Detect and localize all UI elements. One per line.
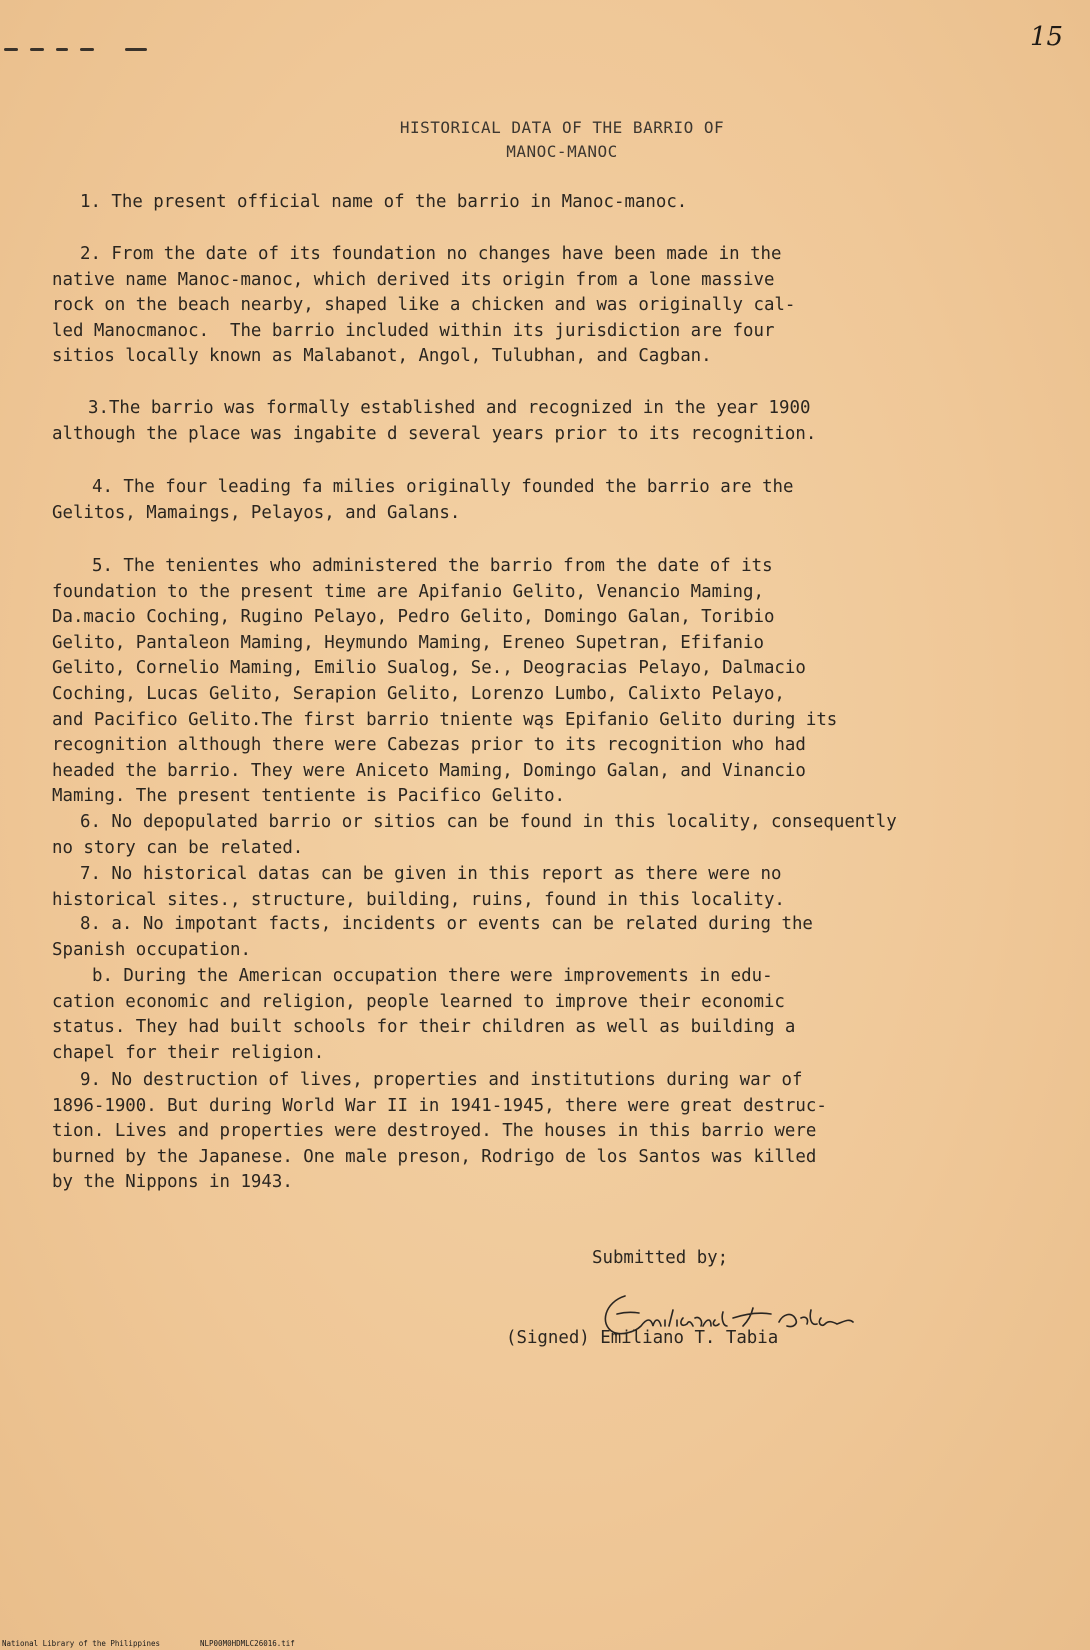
- paragraph-7: 7. No historical datas can be given in this report as there were no historical sites., structure, building, ruins, found in this locality.: [52, 864, 785, 910]
- paragraph-6: 6. No depopulated barrio or sitios can be found in this locality, consequently no story can be related.: [52, 812, 897, 858]
- paragraph-8b: b. During the American occupation there were improvements in edu- cation economic and religion, people learned to improve their economic status. They had built schools for their children as well as building a chapel for their religion.: [52, 966, 796, 1063]
- paragraph-2: 2. From the date of its foundation no changes have been made in the native name Manoc-manoc, which derived its origin from a lone massive rock on the beach nearby, shaped like a chicken and was originally cal- led Manocmanoc. The barrio included within its jurisdiction are four sitios locally known as Malabanot, Angol, Tulubhan, and Cagban.: [52, 244, 796, 367]
- paragraph-8a: 8. a. No impotant facts, incidents or events can be related during the Spanish occupation.: [52, 914, 813, 960]
- archive-footer: [0, 1637, 1090, 1650]
- paragraph-3: 3.The barrio was formally established and recognized in the year 1900 although the place was ingabite d several years prior to its recognition.: [52, 398, 817, 444]
- signed-name: (Signed) Emiliano T. Tabia: [506, 1328, 779, 1348]
- file-id: NLP00M0HDMLC26016.tif: [200, 1639, 295, 1648]
- paragraph-4: 4. The four leading fa milies originally founded the barrio are the Gelitos, Mamaings, Pelayos, and Galans.: [52, 477, 794, 523]
- document-title: HISTORICAL DATA OF THE BARRIO OF: [399, 118, 725, 137]
- library-name: National Library of the Philippines: [2, 1639, 161, 1648]
- page-number: 15: [1030, 22, 1064, 52]
- paragraph-5: 5. The tenientes who administered the barrio from the date of its foundation to the present time are Apifanio Gelito, Venancio Maming, Da.macio Coching, Rugino Pelayo, Pedro Gelito, Domingo Galan, Toribio Gelito, Pantaleon Maming, Heymundo Maming, Ereneo Supetran, Efifanio Gelito, Cornelio Maming, Emilio Sualog, Se., Deogracias Pelayo, Dalmacio Coching, Lucas Gelito, Serapion Gelito, Lorenzo Lumbo, Calixto Pelayo, and Pacifico Gelito.The first barrio tniente wąs Epifanio Gelito during its recognition although there were Cabezas prior to its recognition who had headed the barrio. They were Aniceto Maming, Domingo Galan, and Vinancio Maming. The present tentiente is Pacifico Gelito.: [52, 556, 838, 807]
- paragraph-1: 1. The present official name of the barrio in Manoc-manoc.: [80, 192, 688, 212]
- submitted-by-label: Submitted by;: [592, 1248, 729, 1268]
- document-subtitle: MANOC-MANOC: [506, 142, 618, 161]
- paragraph-9: 9. No destruction of lives, properties and institutions during war of 1896-1900. But during World War II in 1941-1945, there were great destruc- tion. Lives and properties were destroyed. The houses in this barrio were burned by the Japanese. One male preson, Rodrigo de los Santos was killed by the Nippons in 1943.: [52, 1070, 827, 1193]
